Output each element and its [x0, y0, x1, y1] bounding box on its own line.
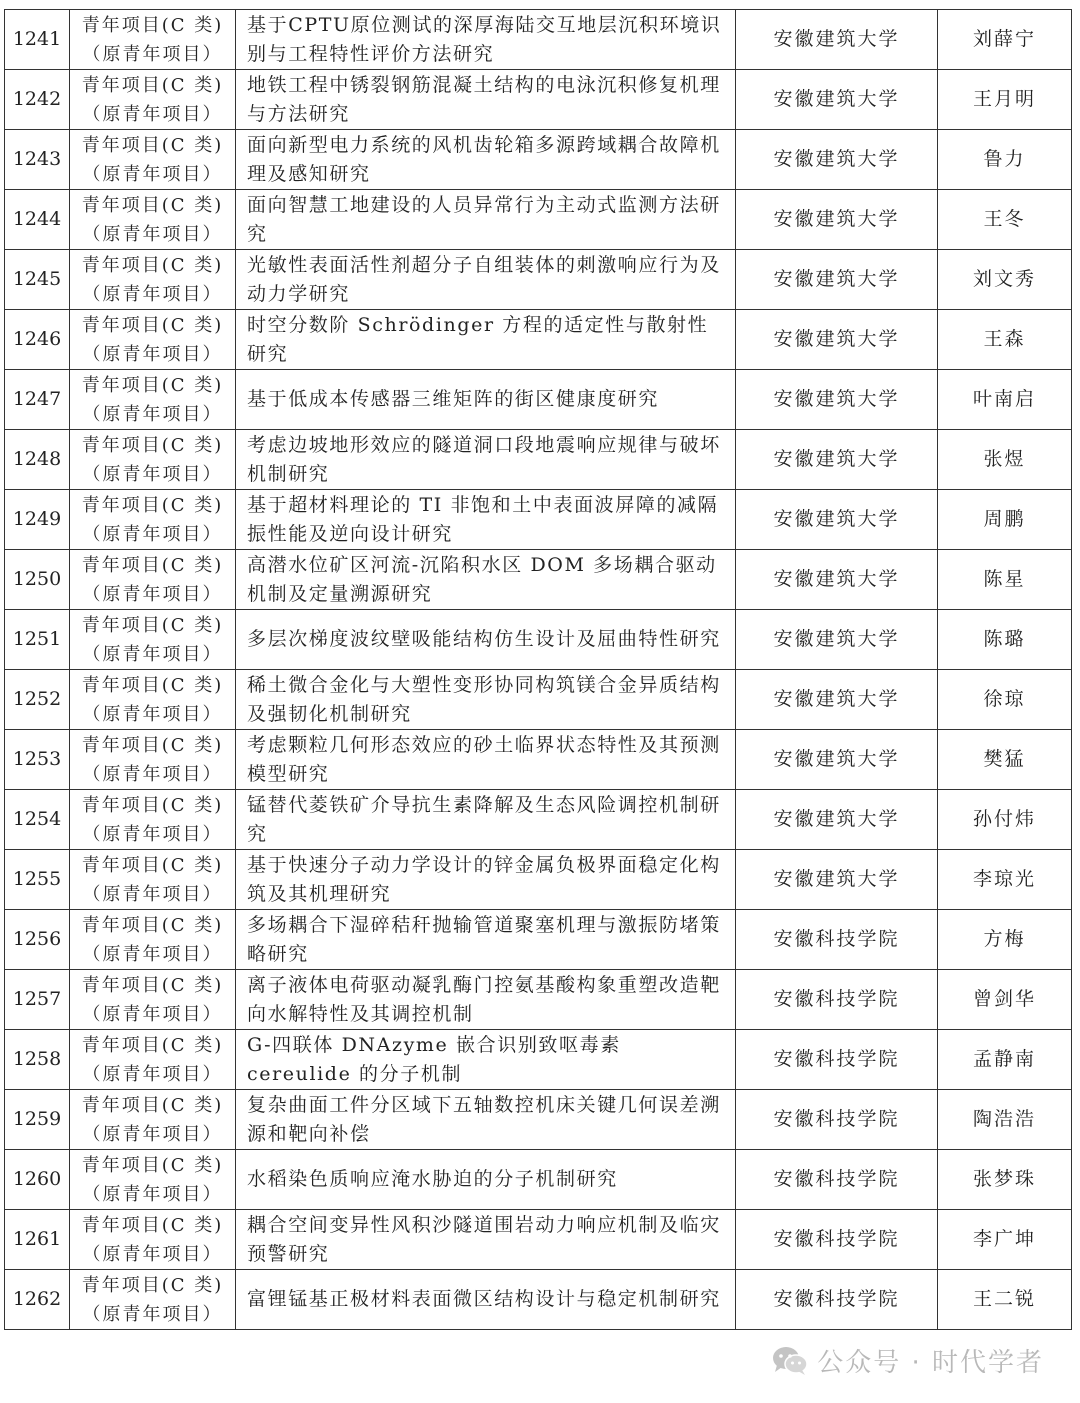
institution-name: 安徽建筑大学	[773, 328, 900, 350]
project-title-cell	[236, 10, 736, 70]
institution-cell	[736, 70, 938, 130]
row-number: 1254	[12, 808, 62, 830]
project-category-cell	[70, 790, 236, 850]
institution-cell	[736, 250, 938, 310]
institution-name: 安徽建筑大学	[773, 568, 900, 590]
row-number-cell	[5, 10, 70, 70]
applicant-name: 王二锐	[972, 1288, 1036, 1310]
project-category-cell	[70, 1150, 236, 1210]
table-row	[5, 910, 1072, 970]
project-title-cell	[236, 910, 736, 970]
institution-cell	[736, 1150, 938, 1210]
applicant-name: 刘文秀	[972, 268, 1036, 290]
project-title: 基于CPTU原位测试的深厚海陆交互地层沉积环境识别与工程特性评价方法研究	[247, 13, 722, 65]
institution-name: 安徽建筑大学	[773, 88, 900, 110]
applicant-cell	[938, 70, 1072, 130]
project-category-cell	[70, 970, 236, 1030]
row-number-cell	[5, 850, 70, 910]
institution-name: 安徽科技学院	[773, 1108, 900, 1130]
project-category-line1: 青年项目(C 类)	[81, 494, 224, 516]
project-list-table	[4, 9, 1072, 1330]
row-number-cell	[5, 790, 70, 850]
row-number: 1259	[12, 1108, 62, 1130]
row-number: 1253	[12, 748, 62, 770]
row-number: 1262	[12, 1288, 62, 1310]
table-row	[5, 610, 1072, 670]
applicant-cell	[938, 250, 1072, 310]
institution-name: 安徽科技学院	[773, 928, 900, 950]
project-title: 多场耦合下湿碎秸秆抛输管道聚塞机理与激振防堵策略研究	[247, 913, 721, 965]
row-number-cell	[5, 610, 70, 670]
row-number-cell	[5, 70, 70, 130]
project-title: 面向新型电力系统的风机齿轮箱多源跨域耦合故障机理及感知研究	[247, 133, 721, 185]
applicant-name: 叶南启	[972, 388, 1036, 410]
institution-name: 安徽建筑大学	[773, 388, 900, 410]
project-title-cell	[236, 730, 736, 790]
applicant-cell	[938, 1270, 1072, 1330]
applicant-cell	[938, 1210, 1072, 1270]
row-number-cell	[5, 370, 70, 430]
table-row	[5, 970, 1072, 1030]
project-title: 锰替代菱铁矿介导抗生素降解及生态风险调控机制研究	[247, 793, 721, 845]
project-category-cell	[70, 670, 236, 730]
table-row	[5, 1270, 1072, 1330]
project-title-cell	[236, 1210, 736, 1270]
row-number: 1261	[12, 1228, 62, 1250]
project-category-cell	[70, 130, 236, 190]
project-category-line2: （原青年项目）	[82, 763, 223, 785]
project-category-line2: （原青年项目）	[82, 463, 223, 485]
project-category-line1: 青年项目(C 类)	[81, 1214, 224, 1236]
project-category-line2: （原青年项目）	[82, 1243, 223, 1265]
row-number-cell	[5, 250, 70, 310]
institution-name: 安徽科技学院	[773, 1288, 900, 1310]
project-category-line2: （原青年项目）	[82, 643, 223, 665]
table-row	[5, 70, 1072, 130]
table-row	[5, 130, 1072, 190]
project-title-cell	[236, 310, 736, 370]
project-title-cell	[236, 1150, 736, 1210]
project-title-cell	[236, 430, 736, 490]
applicant-cell	[938, 1090, 1072, 1150]
project-category-line2: （原青年项目）	[82, 343, 223, 365]
project-category-line1: 青年项目(C 类)	[81, 1094, 224, 1116]
project-category-line1: 青年项目(C 类)	[81, 554, 224, 576]
row-number: 1249	[12, 508, 62, 530]
institution-cell	[736, 670, 938, 730]
project-title: 耦合空间变异性风积沙隧道围岩动力响应机制及临灾预警研究	[247, 1213, 721, 1265]
applicant-name: 李琼光	[972, 868, 1036, 890]
project-title: 面向智慧工地建设的人员异常行为主动式监测方法研究	[247, 193, 721, 245]
applicant-cell	[938, 730, 1072, 790]
applicant-cell	[938, 910, 1072, 970]
institution-cell	[736, 370, 938, 430]
applicant-cell	[938, 1150, 1072, 1210]
wechat-icon	[771, 1345, 809, 1377]
table-row	[5, 1210, 1072, 1270]
institution-cell	[736, 790, 938, 850]
project-category-line2: （原青年项目）	[82, 103, 223, 125]
institution-cell	[736, 490, 938, 550]
project-category-cell	[70, 70, 236, 130]
project-category-line2: （原青年项目）	[82, 1303, 223, 1325]
project-category-line1: 青年项目(C 类)	[81, 734, 224, 756]
project-category-line1: 青年项目(C 类)	[81, 14, 224, 36]
table-row	[5, 310, 1072, 370]
row-number-cell	[5, 910, 70, 970]
project-title-cell	[236, 1090, 736, 1150]
watermark-text: 公众号 · 时代学者	[817, 1348, 1044, 1378]
project-category-line2: （原青年项目）	[82, 43, 223, 65]
project-title-cell	[236, 1030, 736, 1090]
project-category-line2: （原青年项目）	[82, 823, 223, 845]
row-number-cell	[5, 1090, 70, 1150]
project-category-cell	[70, 730, 236, 790]
project-category-cell	[70, 550, 236, 610]
project-title-cell	[236, 550, 736, 610]
table-row	[5, 850, 1072, 910]
applicant-cell	[938, 10, 1072, 70]
row-number-cell	[5, 670, 70, 730]
row-number-cell	[5, 490, 70, 550]
applicant-name: 孙付炜	[972, 808, 1036, 830]
project-category-line1: 青年项目(C 类)	[81, 914, 224, 936]
row-number: 1246	[12, 328, 62, 350]
project-list-body	[5, 10, 1072, 1330]
project-category-line1: 青年项目(C 类)	[81, 134, 224, 156]
project-title-cell	[236, 130, 736, 190]
project-category-line2: （原青年项目）	[82, 403, 223, 425]
applicant-name: 曾剑华	[972, 988, 1036, 1010]
applicant-name: 樊猛	[983, 748, 1026, 770]
project-category-line2: （原青年项目）	[82, 1183, 223, 1205]
row-number: 1250	[12, 568, 62, 590]
project-category-cell	[70, 1210, 236, 1270]
table-row	[5, 670, 1072, 730]
project-category-cell	[70, 910, 236, 970]
applicant-cell	[938, 670, 1072, 730]
row-number-cell	[5, 550, 70, 610]
project-title: G-四联体 DNAzyme 嵌合识别致呕毒素 cereulide 的分子机制	[247, 1033, 621, 1085]
institution-cell	[736, 1090, 938, 1150]
applicant-cell	[938, 610, 1072, 670]
institution-name: 安徽建筑大学	[773, 208, 900, 230]
project-title: 稀土微合金化与大塑性变形协同构筑镁合金异质结构及强韧化机制研究	[247, 673, 721, 725]
row-number-cell	[5, 730, 70, 790]
table-row	[5, 790, 1072, 850]
project-category-line2: （原青年项目）	[82, 163, 223, 185]
applicant-cell	[938, 850, 1072, 910]
applicant-cell	[938, 490, 1072, 550]
row-number-cell	[5, 1270, 70, 1330]
row-number: 1256	[12, 928, 62, 950]
project-category-line2: （原青年项目）	[82, 1063, 223, 1085]
row-number-cell	[5, 130, 70, 190]
institution-cell	[736, 310, 938, 370]
project-title: 复杂曲面工件分区域下五轴数控机床关键几何误差溯源和靶向补偿	[247, 1093, 721, 1145]
institution-cell	[736, 550, 938, 610]
applicant-cell	[938, 550, 1072, 610]
project-title-cell	[236, 970, 736, 1030]
project-category-line2: （原青年项目）	[82, 1003, 223, 1025]
project-title: 水稻染色质响应淹水胁迫的分子机制研究	[247, 1168, 618, 1190]
project-category-cell	[70, 1030, 236, 1090]
table-row	[5, 10, 1072, 70]
row-number-cell	[5, 1210, 70, 1270]
institution-cell	[736, 850, 938, 910]
applicant-name: 王森	[983, 328, 1026, 350]
institution-cell	[736, 10, 938, 70]
row-number: 1241	[12, 28, 62, 50]
project-title-cell	[236, 610, 736, 670]
project-category-cell	[70, 430, 236, 490]
project-category-line1: 青年项目(C 类)	[81, 614, 224, 636]
applicant-name: 陈璐	[983, 628, 1026, 650]
table-row	[5, 430, 1072, 490]
institution-cell	[736, 1270, 938, 1330]
applicant-name: 王月明	[972, 88, 1036, 110]
row-number-cell	[5, 970, 70, 1030]
row-number-cell	[5, 1150, 70, 1210]
table-row	[5, 1150, 1072, 1210]
project-title: 基于快速分子动力学设计的锌金属负极界面稳定化构筑及其机理研究	[247, 853, 721, 905]
row-number-cell	[5, 430, 70, 490]
project-title-cell	[236, 850, 736, 910]
project-category-line1: 青年项目(C 类)	[81, 854, 224, 876]
project-category-cell	[70, 1270, 236, 1330]
project-title: 基于低成本传感器三维矩阵的街区健康度研究	[247, 388, 660, 410]
project-category-cell	[70, 610, 236, 670]
applicant-name: 李广坤	[972, 1228, 1036, 1250]
row-number: 1245	[12, 268, 62, 290]
project-category-line1: 青年项目(C 类)	[81, 1274, 224, 1296]
project-title-cell	[236, 490, 736, 550]
project-title: 基于超材料理论的 TI 非饱和土中表面波屏障的减隔振性能及逆向设计研究	[247, 493, 719, 545]
project-category-line2: （原青年项目）	[82, 883, 223, 905]
project-category-line1: 青年项目(C 类)	[81, 74, 224, 96]
institution-cell	[736, 190, 938, 250]
project-category-line2: （原青年项目）	[82, 223, 223, 245]
row-number: 1255	[12, 868, 62, 890]
institution-cell	[736, 730, 938, 790]
project-title: 考虑边坡地形效应的隧道洞口段地震响应规律与破坏机制研究	[247, 433, 721, 485]
institution-name: 安徽建筑大学	[773, 28, 900, 50]
row-number: 1257	[12, 988, 62, 1010]
institution-cell	[736, 970, 938, 1030]
project-title-cell	[236, 70, 736, 130]
project-category-line1: 青年项目(C 类)	[81, 974, 224, 996]
institution-name: 安徽建筑大学	[773, 448, 900, 470]
project-title: 高潜水位矿区河流-沉陷积水区 DOM 多场耦合驱动机制及定量溯源研究	[247, 553, 717, 605]
applicant-cell	[938, 790, 1072, 850]
project-category-cell	[70, 850, 236, 910]
institution-name: 安徽建筑大学	[773, 268, 900, 290]
project-category-line2: （原青年项目）	[82, 523, 223, 545]
row-number: 1243	[12, 148, 62, 170]
institution-name: 安徽科技学院	[773, 1228, 900, 1250]
project-category-cell	[70, 250, 236, 310]
project-category-line1: 青年项目(C 类)	[81, 1034, 224, 1056]
institution-name: 安徽建筑大学	[773, 628, 900, 650]
applicant-cell	[938, 970, 1072, 1030]
project-category-cell	[70, 310, 236, 370]
table-row	[5, 550, 1072, 610]
row-number-cell	[5, 310, 70, 370]
project-category-line1: 青年项目(C 类)	[81, 314, 224, 336]
project-category-line1: 青年项目(C 类)	[81, 194, 224, 216]
institution-name: 安徽建筑大学	[773, 688, 900, 710]
table-row	[5, 190, 1072, 250]
institution-name: 安徽科技学院	[773, 1168, 900, 1190]
institution-name: 安徽科技学院	[773, 988, 900, 1010]
project-category-line1: 青年项目(C 类)	[81, 794, 224, 816]
project-title-cell	[236, 370, 736, 430]
watermark	[771, 1342, 1044, 1379]
institution-name: 安徽建筑大学	[773, 868, 900, 890]
applicant-name: 鲁力	[983, 148, 1026, 170]
applicant-cell	[938, 190, 1072, 250]
institution-cell	[736, 910, 938, 970]
table-row	[5, 370, 1072, 430]
row-number: 1258	[12, 1048, 62, 1070]
applicant-cell	[938, 130, 1072, 190]
institution-name: 安徽建筑大学	[773, 508, 900, 530]
applicant-cell	[938, 310, 1072, 370]
institution-cell	[736, 1030, 938, 1090]
row-number: 1252	[12, 688, 62, 710]
table-row	[5, 1030, 1072, 1090]
project-category-line1: 青年项目(C 类)	[81, 1154, 224, 1176]
institution-name: 安徽建筑大学	[773, 148, 900, 170]
project-category-cell	[70, 370, 236, 430]
project-category-line2: （原青年项目）	[82, 283, 223, 305]
table-row	[5, 1090, 1072, 1150]
project-category-line2: （原青年项目）	[82, 583, 223, 605]
applicant-cell	[938, 370, 1072, 430]
row-number: 1251	[12, 628, 62, 650]
row-number: 1247	[12, 388, 62, 410]
row-number-cell	[5, 190, 70, 250]
applicant-name: 王冬	[983, 208, 1026, 230]
project-category-line1: 青年项目(C 类)	[81, 674, 224, 696]
applicant-name: 陈星	[983, 568, 1026, 590]
project-category-line2: （原青年项目）	[82, 703, 223, 725]
project-title: 多层次梯度波纹壁吸能结构仿生设计及屈曲特性研究	[247, 628, 721, 650]
applicant-name: 孟静南	[972, 1048, 1036, 1070]
project-category-cell	[70, 490, 236, 550]
project-title-cell	[236, 790, 736, 850]
row-number: 1248	[12, 448, 62, 470]
row-number: 1260	[12, 1168, 62, 1190]
project-category-line2: （原青年项目）	[82, 943, 223, 965]
institution-cell	[736, 130, 938, 190]
project-title: 光敏性表面活性剂超分子自组装体的刺激响应行为及动力学研究	[247, 253, 721, 305]
table-row	[5, 730, 1072, 790]
row-number: 1242	[12, 88, 62, 110]
institution-name: 安徽建筑大学	[773, 808, 900, 830]
project-title: 考虑颗粒几何形态效应的砂土临界状态特性及其预测模型研究	[247, 733, 721, 785]
project-title: 富锂锰基正极材料表面微区结构设计与稳定机制研究	[247, 1288, 721, 1310]
project-title-cell	[236, 1270, 736, 1330]
row-number-cell	[5, 1030, 70, 1090]
project-category-line1: 青年项目(C 类)	[81, 434, 224, 456]
institution-cell	[736, 610, 938, 670]
project-category-line1: 青年项目(C 类)	[81, 254, 224, 276]
institution-cell	[736, 1210, 938, 1270]
row-number: 1244	[12, 208, 62, 230]
institution-name: 安徽建筑大学	[773, 748, 900, 770]
institution-cell	[736, 430, 938, 490]
project-category-line2: （原青年项目）	[82, 1123, 223, 1145]
project-category-cell	[70, 190, 236, 250]
project-category-cell	[70, 10, 236, 70]
applicant-name: 周鹏	[983, 508, 1026, 530]
applicant-cell	[938, 430, 1072, 490]
project-category-line1: 青年项目(C 类)	[81, 374, 224, 396]
applicant-cell	[938, 1030, 1072, 1090]
project-title: 时空分数阶 Schrödinger 方程的适定性与散射性研究	[247, 313, 709, 365]
applicant-name: 陶浩浩	[972, 1108, 1036, 1130]
table-row	[5, 250, 1072, 310]
applicant-name: 刘薛宁	[972, 28, 1036, 50]
project-category-cell	[70, 1090, 236, 1150]
institution-name: 安徽科技学院	[773, 1048, 900, 1070]
applicant-name: 徐琼	[983, 688, 1026, 710]
table-row	[5, 490, 1072, 550]
applicant-name: 张煜	[983, 448, 1026, 470]
project-title-cell	[236, 190, 736, 250]
project-title: 离子液体电荷驱动凝乳酶门控氨基酸构象重塑改造靶向水解特性及其调控机制	[247, 973, 721, 1025]
applicant-name: 方梅	[983, 928, 1026, 950]
applicant-name: 张梦珠	[972, 1168, 1036, 1190]
project-title-cell	[236, 250, 736, 310]
project-title: 地铁工程中锈裂钢筋混凝土结构的电泳沉积修复机理与方法研究	[247, 73, 721, 125]
project-title-cell	[236, 670, 736, 730]
